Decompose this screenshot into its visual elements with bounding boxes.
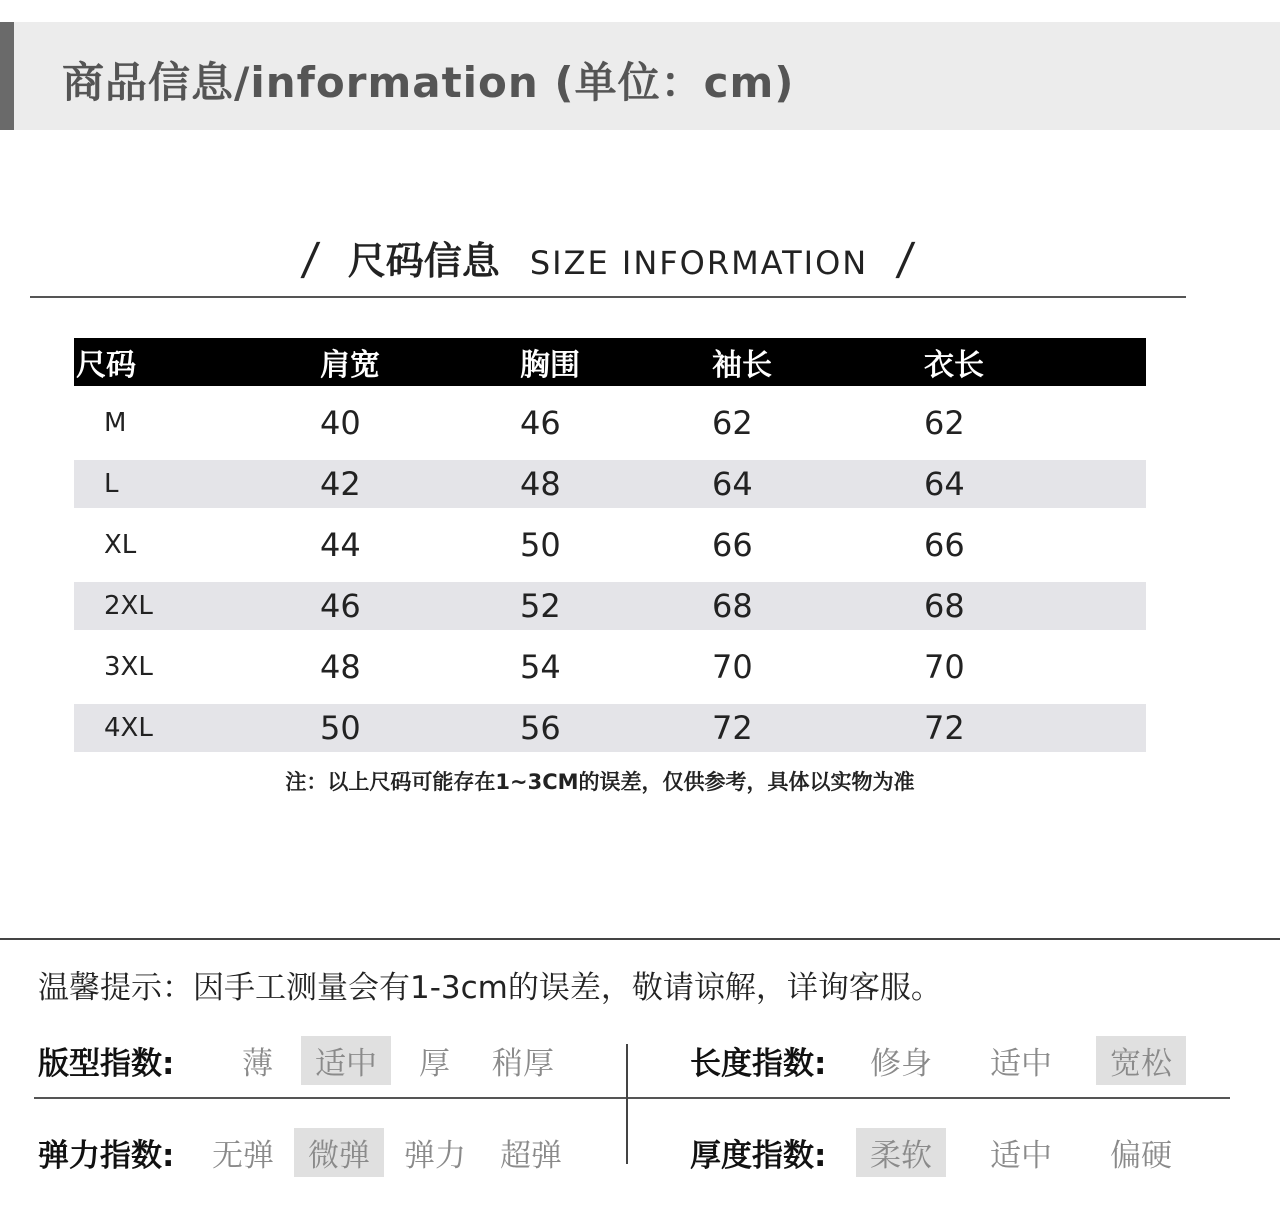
table-row — [74, 643, 1146, 691]
cell-chest: 46 — [520, 404, 561, 442]
table-row — [74, 460, 1146, 508]
slash-right: / — [894, 234, 917, 285]
cell-chest: 56 — [520, 709, 561, 747]
section-title-en: SIZE INFORMATION — [529, 244, 869, 282]
table-header — [74, 338, 1146, 386]
cell-length: 66 — [924, 526, 965, 564]
fit-index-row — [38, 1036, 582, 1085]
cell-chest: 48 — [520, 465, 561, 503]
cell-length: 68 — [924, 587, 965, 625]
tips-text: 温馨提示：因手工测量会有1-3cm的误差，敬请谅解，详询客服。 — [38, 970, 942, 1006]
col-header-sleeve: 袖长 — [712, 348, 772, 383]
page-title: 商品信息/information (单位：cm) — [62, 58, 795, 107]
fit-option: 稍厚 — [492, 1046, 554, 1082]
index-divider-vertical — [626, 1044, 628, 1164]
cell-chest: 54 — [520, 648, 561, 686]
table-row — [74, 521, 1146, 569]
cell-length: 72 — [924, 709, 965, 747]
cell-size: 3XL — [104, 652, 153, 682]
length-option-selected: 宽松 — [1096, 1036, 1186, 1085]
col-header-size: 尺码 — [76, 348, 136, 383]
thickness-option: 适中 — [990, 1138, 1052, 1174]
col-header-shoulder: 肩宽 — [320, 348, 380, 383]
index-divider-horizontal — [34, 1097, 1230, 1099]
cell-length: 62 — [924, 404, 965, 442]
header-band — [0, 22, 1280, 130]
fit-option-selected: 适中 — [301, 1036, 391, 1085]
thickness-option: 偏硬 — [1110, 1138, 1172, 1174]
section-divider — [30, 296, 1186, 298]
fit-option: 薄 — [242, 1046, 273, 1082]
cell-length: 70 — [924, 648, 965, 686]
cell-size: L — [104, 469, 119, 499]
cell-size: XL — [104, 530, 137, 560]
length-option: 适中 — [990, 1046, 1052, 1082]
cell-shoulder: 46 — [320, 587, 361, 625]
tips-divider — [0, 938, 1280, 940]
cell-shoulder: 48 — [320, 648, 361, 686]
col-header-chest: 胸围 — [520, 348, 580, 383]
thickness-index-row — [690, 1128, 1200, 1177]
cell-shoulder: 50 — [320, 709, 361, 747]
elasticity-index-row — [38, 1128, 590, 1177]
cell-sleeve: 64 — [712, 465, 753, 503]
col-header-length: 衣长 — [924, 348, 984, 383]
cell-shoulder: 42 — [320, 465, 361, 503]
length-index-row — [690, 1036, 1200, 1085]
length-index-label: 长度指数: — [690, 1046, 827, 1082]
elasticity-index-label: 弹力指数: — [38, 1138, 175, 1174]
fit-index-label: 版型指数: — [38, 1046, 175, 1082]
table-row — [74, 582, 1146, 630]
table-row — [74, 399, 1146, 447]
cell-length: 64 — [924, 465, 965, 503]
cell-size: M — [104, 408, 127, 438]
size-note: 注：以上尺码可能存在1~3CM的误差，仅供参考，具体以实物为准 — [285, 770, 915, 794]
cell-sleeve: 66 — [712, 526, 753, 564]
cell-sleeve: 62 — [712, 404, 753, 442]
cell-sleeve: 68 — [712, 587, 753, 625]
section-title-cn: 尺码信息 — [347, 239, 500, 283]
elasticity-option-selected: 微弹 — [294, 1128, 384, 1177]
cell-shoulder: 44 — [320, 526, 361, 564]
length-option: 修身 — [870, 1046, 932, 1082]
elasticity-option: 无弹 — [212, 1138, 274, 1174]
elasticity-option: 超弹 — [500, 1138, 562, 1174]
cell-size: 4XL — [104, 713, 153, 743]
fit-option: 厚 — [419, 1046, 450, 1082]
table-row — [74, 704, 1146, 752]
section-title — [0, 230, 1216, 285]
cell-shoulder: 40 — [320, 404, 361, 442]
cell-sleeve: 72 — [712, 709, 753, 747]
size-table — [74, 338, 1146, 752]
thickness-index-label: 厚度指数: — [690, 1138, 827, 1174]
cell-chest: 52 — [520, 587, 561, 625]
cell-size: 2XL — [104, 591, 153, 621]
slash-left: / — [299, 234, 322, 285]
cell-chest: 50 — [520, 526, 561, 564]
header-accent-bar — [0, 22, 14, 130]
elasticity-option: 弹力 — [404, 1138, 466, 1174]
cell-sleeve: 70 — [712, 648, 753, 686]
thickness-option-selected: 柔软 — [856, 1128, 946, 1177]
